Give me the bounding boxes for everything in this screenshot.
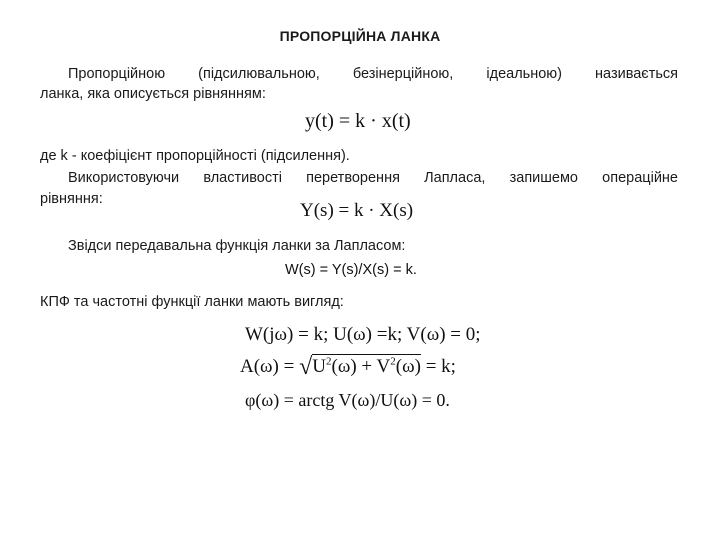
transfer-function-text: Звідси передавальна функція ланки за Лапласом: bbox=[68, 238, 406, 254]
coefficient-note: де k - коефіцієнт пропорційності (підсилення). bbox=[40, 148, 350, 164]
formula-frequency-response: W(jω) = k; U(ω) =k; V(ω) = 0; bbox=[245, 324, 481, 345]
formula-time-domain: y(t) = k · x(t) bbox=[305, 110, 411, 132]
definition-line-1: Пропорційною (підсилювальною, безінерційною, ідеальною) називається bbox=[68, 66, 678, 82]
definition-line-2: ланка, яка описується рівнянням: bbox=[40, 86, 266, 102]
frequency-functions-text: КПФ та частотні функції ланки мають вигляд: bbox=[40, 294, 344, 310]
formula-amplitude: $A(\omega) = √U^2(\omega) + V^2(\omega) = k$; bbox=[240, 354, 456, 380]
formula-operator: Y(s) = k · X(s) bbox=[300, 200, 414, 221]
formula-phase: φ(ω) = arctg V(ω)/U(ω) = 0. bbox=[245, 390, 450, 410]
laplace-line-2: рівняння: bbox=[40, 191, 103, 207]
page-title: ПРОПОРЦІЙНА ЛАНКА bbox=[279, 28, 441, 44]
laplace-line-1: Використовуючи властивості перетворення Лапласа, запишемо операційне bbox=[68, 170, 678, 186]
formula-transfer-function: W(s) = Y(s)/X(s) = k. bbox=[285, 262, 417, 278]
